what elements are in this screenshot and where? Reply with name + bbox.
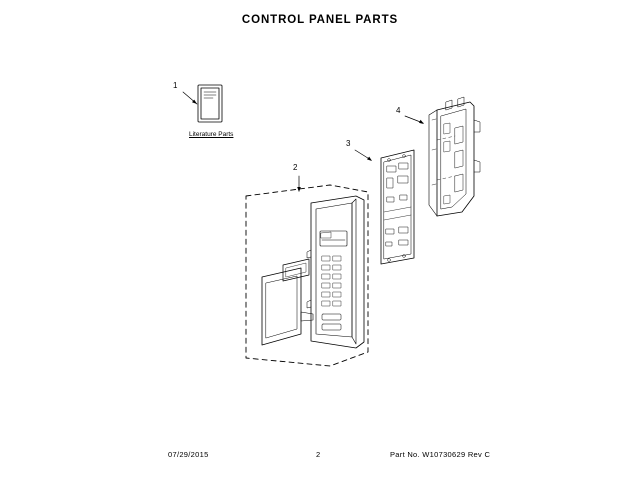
part-control-board (381, 150, 414, 264)
page-title: CONTROL PANEL PARTS (241, 14, 399, 26)
control-panel-body (307, 196, 364, 348)
callout-2: 2 (293, 163, 298, 172)
footer-part-number: Part No. W10730629 Rev C (390, 450, 491, 459)
control-panel-small-plate (283, 259, 309, 281)
callout-3: 3 (346, 139, 351, 148)
page-footer (0, 450, 640, 462)
callout-4: 4 (396, 106, 401, 115)
footer-date: 07/29/2015 (168, 450, 209, 459)
caption-literature-parts: Literature Parts (189, 131, 234, 138)
part-mounting-bracket (429, 97, 480, 216)
control-panel-door-piece (262, 268, 313, 345)
callout-1: 1 (173, 81, 178, 90)
footer-page-number: 2 (316, 450, 321, 459)
part-literature-booklet (198, 85, 222, 122)
